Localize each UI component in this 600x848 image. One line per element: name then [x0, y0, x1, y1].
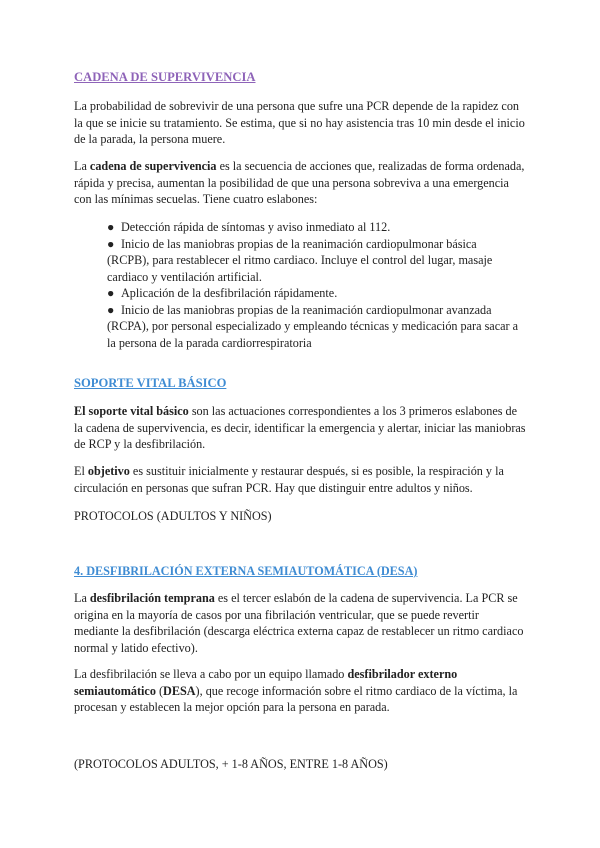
list-item [107, 285, 522, 302]
bold-term-objetivo: objetivo [87, 464, 130, 478]
list-item-text: Aplicación de la desfibrilación rápidamente. [121, 286, 338, 300]
list-item-text: Inicio de las maniobras propias de la reanimación cardiopulmonar básica (RCPB), para restablecer el ritmo cardiaco. Incluye el control del lugar, masaje cardiaco y ventilación artificial. [107, 236, 493, 284]
text-segment: es la secuencia de acciones que, realizadas de forma ordenada, rápida y precisa, aumentan la posibilidad de que una persona sobreviva a una emergencia con las mínimas secuelas. Tiene cuatro eslabones: [74, 159, 525, 206]
list-item-text: Detección rápida de síntomas y aviso inmediato al 112. [121, 220, 391, 234]
protocols-desa: (PROTOCOLOS ADULTOS, + 1-8 AÑOS, ENTRE 1-8 AÑOS) [74, 757, 388, 771]
text-segment: La [74, 159, 90, 173]
paragraph-desfibrilacion-temprana [74, 590, 526, 656]
bullet-icon: ● [107, 302, 115, 317]
paragraph-objetivo [74, 463, 526, 496]
bullet-icon: ● [107, 220, 115, 234]
text-segment: La [74, 591, 90, 605]
bold-term-desfibrilador: desfibrilador externo semiautomático [74, 667, 458, 698]
text-segment: El [74, 464, 88, 478]
text-segment: ), que recoge información sobre el ritmo cardiaco de la víctima, la procesan y establecen la mejor opción para la persona en parada. [74, 683, 518, 714]
heading-desa: 4. DESFIBRILACIÓN EXTERNA SEMIAUTOMÁTICA (DESA) [74, 564, 418, 578]
text-segment: es sustituir inicialmente y restaurar después, si es posible, la respiración y la circulación en personas que sufran PCR. Hay que distinguir entre adultos y niños. [74, 464, 504, 495]
bold-term-desfibrilacion: desfibrilación temprana [89, 591, 215, 605]
list-item [107, 219, 522, 236]
bullet-icon: ● [107, 236, 115, 251]
list-item-text: Inicio de las maniobras propias de la reanimación cardiopulmonar avanzada (RCPA), por personal especializado y empleando técnicas y medicación para sacar a la persona de la parada cardiorrespiratoria [107, 302, 519, 350]
bold-term-soporte: El soporte vital básico [74, 404, 189, 418]
eslabones-list [107, 219, 522, 351]
paragraph-cadena-definicion [74, 158, 526, 208]
paragraph-desa-equipo [74, 666, 526, 716]
paragraph-soporte-definicion [74, 403, 526, 453]
text-segment: es el tercer eslabón de la cadena de supervivencia. La PCR se origina en la mayoría de casos por una fibrilación ventricular, que se puede revertir mediante la desfibrilación (descarga eléctrica externa capaz de restablecer un ritmo cardiaco normal y latido efectivo). [74, 591, 524, 655]
list-item [107, 302, 522, 352]
text-segment: ( [155, 683, 164, 698]
heading-cadena-supervivencia: CADENA DE SUPERVIVENCIA [74, 70, 256, 84]
text-segment: La desfibrilación se lleva a cabo por un equipo llamado [74, 667, 348, 681]
bold-term-cadena: cadena de supervivencia [89, 159, 217, 173]
heading-soporte-vital: SOPORTE VITAL BÁSICO [74, 376, 227, 390]
list-item [107, 236, 522, 286]
paragraph-probabilidad: La probabilidad de sobrevivir de una persona que sufre una PCR depende de la rapidez con la que se inicie su tratamiento. Se estima, que si no hay asistencia tras 10 min desde el inicio de la parada, la persona muere. [74, 99, 525, 146]
text-segment: son las actuaciones correspondientes a los 3 primeros eslabones de la cadena de supervivencia, es decir, identificar la emergencia y alertar, iniciar las maniobras de RCP y la desfibrilación. [74, 404, 526, 451]
protocols-adultos-ninos: PROTOCOLOS (ADULTOS Y NIÑOS) [74, 509, 272, 523]
bullet-icon: ● [107, 286, 115, 300]
bold-term-desa: DESA [163, 683, 196, 698]
